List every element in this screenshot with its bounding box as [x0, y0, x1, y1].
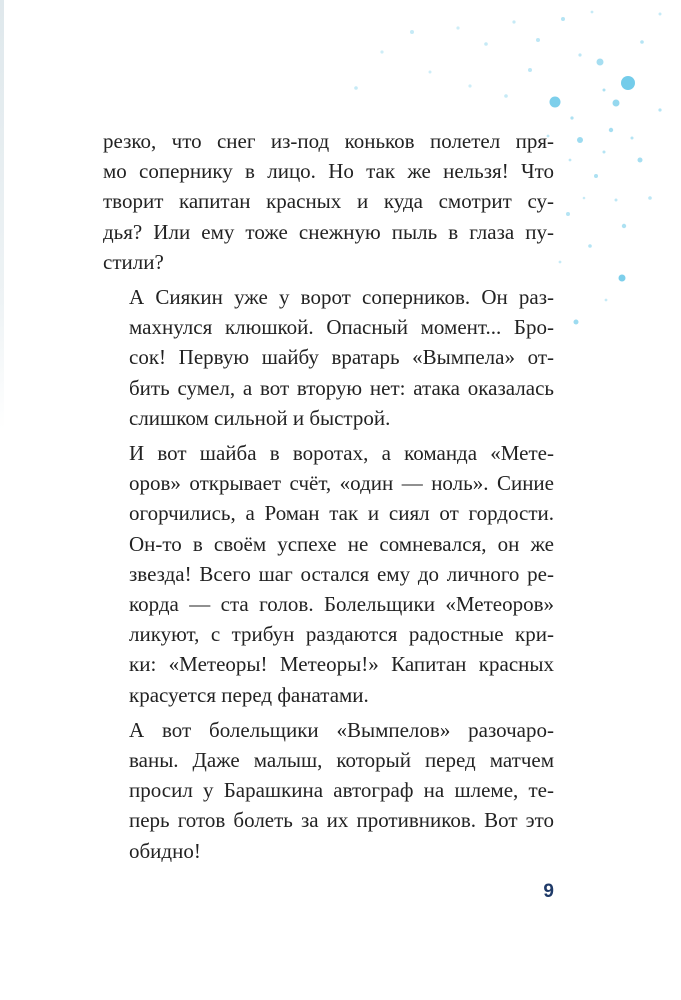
- snow-dot: [615, 199, 618, 202]
- snow-dot: [658, 108, 661, 111]
- snow-dot: [559, 261, 562, 264]
- page-number: 9: [543, 881, 554, 902]
- snow-dot: [631, 137, 634, 140]
- snow-dot: [583, 197, 586, 200]
- body-text: [103, 126, 554, 866]
- snow-dot: [648, 196, 652, 200]
- snow-dot: [569, 159, 572, 162]
- snow-dot: [578, 53, 581, 56]
- paragraph: [103, 282, 554, 433]
- snow-dot: [468, 84, 471, 87]
- snow-dot: [512, 20, 515, 23]
- text-line: творит капитан красных и куда смотрит су-: [103, 189, 554, 214]
- snow-dot: [619, 275, 626, 282]
- snow-dot: [603, 151, 606, 154]
- text-line: ки: «Метеоры! Метеоры!» Капитан красных: [129, 652, 554, 677]
- snow-dot: [354, 86, 358, 90]
- text-line: огорчились, а Роман так и сиял от гордости.: [129, 501, 554, 526]
- text-line: дья? Или ему тоже снежную пыль в глаза пу-: [103, 219, 554, 244]
- text-line: звезда! Всего шаг остался ему до личного ре-: [129, 561, 554, 586]
- snow-dot: [574, 320, 579, 325]
- snow-dot: [577, 137, 583, 143]
- text-line: сок! Первую шайбу вратарь «Вымпела» от-: [129, 345, 554, 370]
- snow-dot: [484, 42, 488, 46]
- paragraph: [103, 715, 554, 866]
- text-line: перь готов болеть за их противников. Вот это: [129, 808, 554, 833]
- text-line: Он-то в своём успехе не сомневался, он же: [129, 531, 554, 556]
- snow-dot: [591, 11, 594, 14]
- text-line: А вот болельщики «Вымпелов» разочаро-: [129, 717, 554, 742]
- snow-dot: [605, 299, 608, 302]
- snow-dot: [429, 71, 432, 74]
- snow-dot: [456, 26, 459, 29]
- text-line: махнулся клюшкой. Опасный момент... Бро-: [129, 315, 554, 340]
- text-line: стили?: [103, 249, 164, 274]
- snow-dot: [550, 97, 561, 108]
- paragraph: [103, 126, 554, 277]
- snow-dot: [609, 128, 613, 132]
- text-line: обидно!: [129, 838, 201, 863]
- snow-dot: [638, 158, 643, 163]
- text-line: мо сопернику в лицо. Но так же нельзя! Что: [103, 159, 554, 184]
- snow-dot: [410, 30, 414, 34]
- text-line: оров» открывает счёт, «один — ноль». Синие: [129, 471, 554, 496]
- snow-dot: [613, 100, 620, 107]
- snow-dot: [504, 94, 508, 98]
- snow-dot: [659, 13, 662, 16]
- snow-dot: [603, 89, 606, 92]
- text-line: А Сиякин уже у ворот соперников. Он раз-: [129, 285, 554, 310]
- snow-dot: [528, 68, 532, 72]
- text-line: резко, что снег из-под коньков полетел пря-: [103, 129, 554, 153]
- snow-dot: [588, 244, 592, 248]
- snow-dot: [380, 50, 383, 53]
- snow-dot: [570, 116, 573, 119]
- text-line: ваны. Даже малыш, который перед матчем: [129, 748, 554, 773]
- text-line: просил у Барашкина автограф на шлеме, те-: [129, 778, 554, 803]
- text-line: И вот шайба в воротах, а команда «Мете-: [129, 441, 554, 466]
- snow-dot: [566, 212, 570, 216]
- text-line: корда — ста голов. Болельщики «Метеоров»: [129, 592, 554, 617]
- snow-dot: [597, 59, 604, 66]
- snow-dot: [561, 17, 565, 21]
- snow-dot: [640, 40, 644, 44]
- text-line: красуется перед фанатами.: [129, 682, 369, 707]
- text-line: слишком сильной и быстрой.: [129, 405, 391, 430]
- text-line: ликуют, с трибун раздаются радостные кри-: [129, 622, 554, 647]
- snow-dot: [621, 76, 635, 90]
- snow-dot: [622, 224, 626, 228]
- paragraph: [103, 438, 554, 710]
- snow-dot: [594, 174, 598, 178]
- text-line: бить сумел, а вот вторую нет: атака оказалась: [129, 375, 554, 400]
- snow-dot: [536, 38, 540, 42]
